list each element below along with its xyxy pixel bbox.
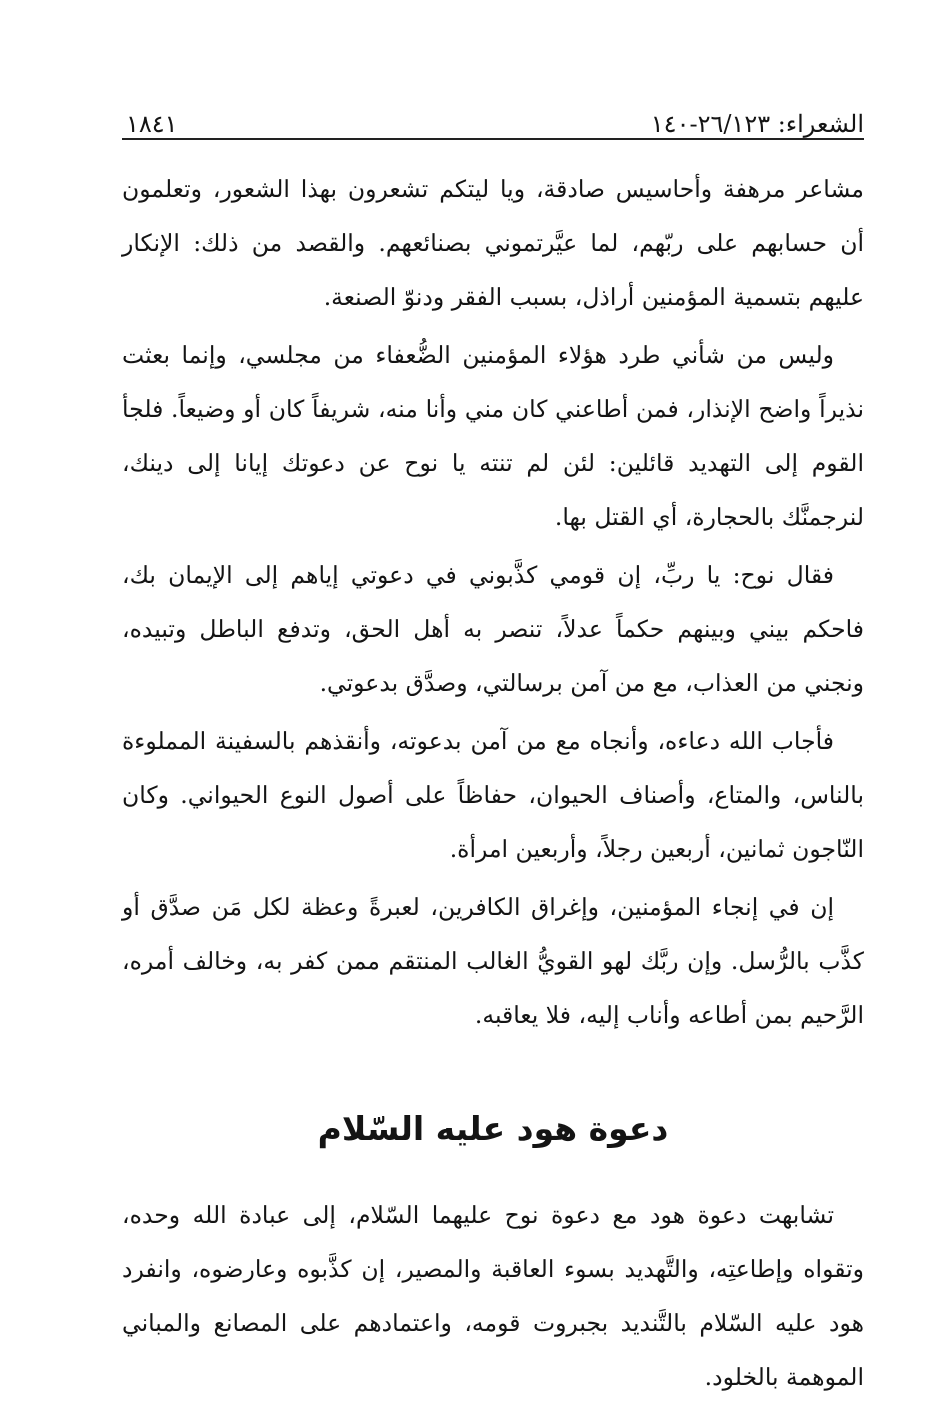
paragraph-2: وليس من شأني طرد هؤلاء المؤمنين الضُّعفاء من مجلسي، وإنما بعثت نذيراً واضح الإنذار، فمن أطاعني كان مني وأنا منه، شريفاً كان أو وضيعاً. فلجأ القوم إلى التهديد قائلين: لئن لم تنته يا نوح عن دعوتك إيانا إلى دينك، لنرجمنَّك بالحجارة، أي القتل بها. [122, 341, 864, 531]
section-heading: دعوة هود عليه السّلام [317, 1109, 669, 1148]
paragraph-1: مشاعر مرهفة وأحاسيس صادقة، ويا ليتكم تشعرون بهذا الشعور، وتعلمون أن حسابهم على ربّهم، لما عيَّرتموني بصنائعهم. والقصد من ذلك: الإنكار عليهم بتسمية المؤمنين أراذل، بسبب الفقر ودنوّ الصنعة. [122, 175, 864, 311]
header-divider [122, 138, 864, 140]
paragraph-4: فأجاب الله دعاءه، وأنجاه مع من آمن بدعوته، وأنقذهم بالسفينة المملوءة بالناس، والمتاع، وأصناف الحيوان، حفاظاً على أصول النوع الحيواني. وكان النّاجون ثمانين، أربعين رجلاً، وأربعين امرأة. [122, 727, 864, 863]
running-header [122, 100, 864, 140]
page-content [122, 140, 864, 1404]
paragraph-6: تشابهت دعوة هود مع دعوة نوح عليهما السّلام، إلى عبادة الله وحده، وتقواه وإطاعتِه، والتَّهديد بسوء العاقبة والمصير، إن كذَّبوه وعارضوه، وانفرد هود عليه السّلام بالتَّنديد بجبروت قومه، واعتمادهم على المصانع والمباني الموهمة بالخلود. [122, 1201, 864, 1391]
header-surah-reference: الشعراء: ٢٦/١٢٣-١٤٠ [650, 110, 864, 138]
paragraph-5: إن في إنجاء المؤمنين، وإغراق الكافرين، لعبرةً وعظة لكل مَن صدَّق أو كذَّب بالرُّسل. وإن ربَّك لهو القويُّ الغالب المنتقم ممن كفر به، وخالف أمره، الرَّحيم بمن أطاعه وأناب إليه، فلا يعاقبه. [122, 893, 864, 1029]
book-page [122, 100, 864, 1408]
page-number: ١٨٤١ [126, 110, 178, 138]
paragraph-3: فقال نوح: يا ربِّ، إن قومي كذَّبوني في دعوتي إياهم إلى الإيمان بك، فاحكم بيني وبينهم حكماً عدلاً، تنصر به أهل الحق، وتدفع الباطل وتبيده، ونجني من العذاب، مع من آمن برسالتي، وصدَّق بدعوتي. [122, 561, 864, 697]
